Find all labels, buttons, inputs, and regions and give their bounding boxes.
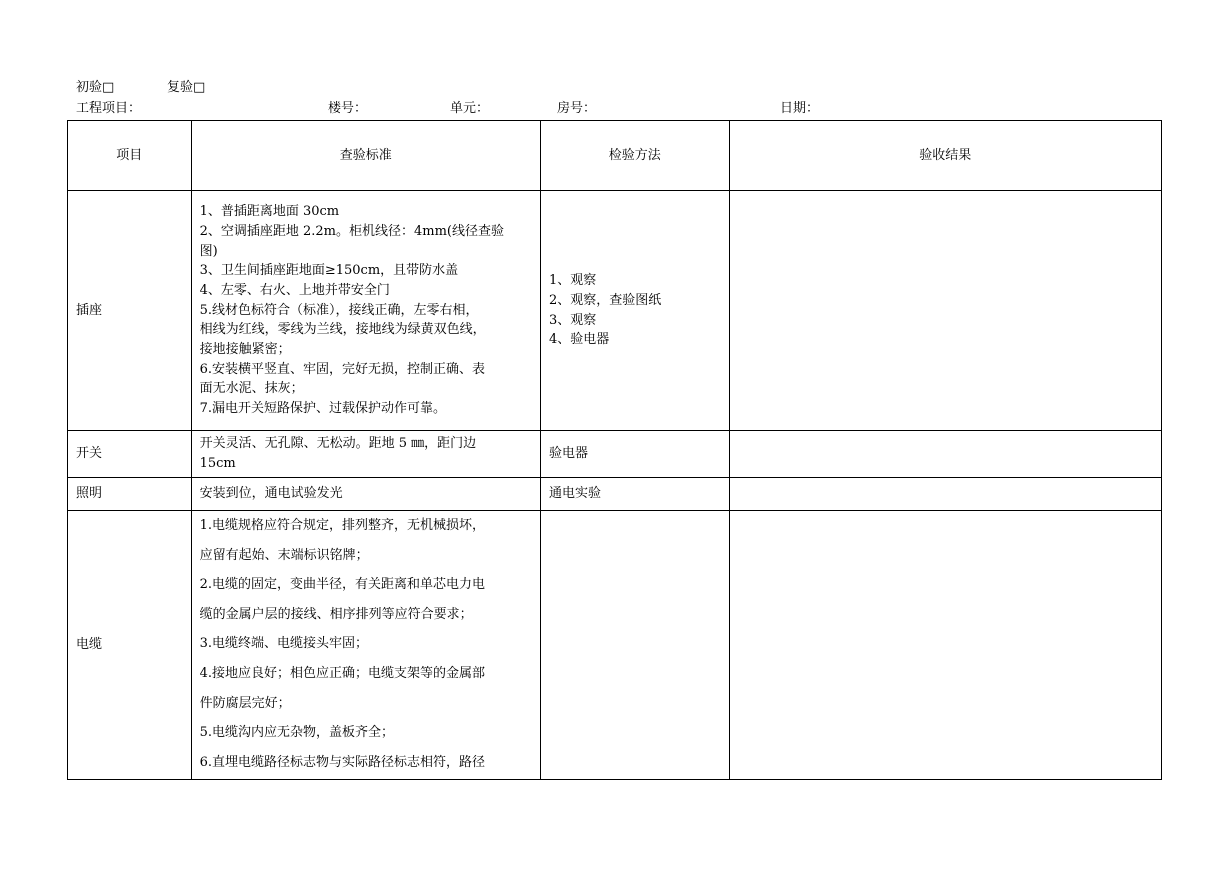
column-header-standard: 查验标准 [191,121,540,191]
standard-line: 5.线材色标符合（标准），接线正确，左零右相， [199,302,479,318]
item-cell: 插座 [68,191,192,431]
table-row-lighting [68,478,1162,511]
method-cell [540,511,729,780]
standard-line: 6.直埋电缆路径标志物与实际路径标志相符，路径 [199,754,485,770]
building-label: 楼号： [328,101,368,116]
standard-line: 缆的金属户层的接线、相序排列等应符合要求； [199,606,473,622]
project-label: 工程项目： [76,101,142,116]
standard-line: 2、空调插座距地 2.2m。柜机线径：4mm(线径查验 [199,223,504,239]
method-line: 4、验电器 [548,332,610,348]
column-header-result: 验收结果 [729,121,1162,191]
standard-line: 开关灵活、无孔隙、无松动。距地 5 ㎜，距门边 [199,436,477,452]
method-line: 1、观察 [548,273,597,289]
standard-line: 6.安装横平竖直、牢固，完好无损，控制正确、表 [199,361,485,377]
table-row-socket [68,191,1162,431]
method-cell [540,191,729,431]
item-cell: 开关 [68,431,192,478]
method-cell: 验电器 [540,431,729,478]
result-cell[interactable] [729,478,1162,511]
standard-cell [191,511,540,780]
standard-cell: 安装到位，通电试验发光 [191,478,540,511]
standard-line: 面无水泥、抹灰； [199,381,304,397]
standard-line: 1、普插距离地面 30cm [199,204,340,220]
inspection-table [67,120,1162,780]
standard-line: 4.接地应良好；相色应正确；电缆支架等的金属部 [199,665,485,681]
standard-line: 应留有起始、末端标识铭牌； [199,547,369,563]
standard-line: 7.漏电开关短路保护、过载保护动作可靠。 [199,401,446,417]
method-line: 3、观察 [548,312,597,328]
standard-cell [191,431,540,478]
first-check-option[interactable]: 初验□ [76,80,115,95]
method-line: 2、观察，查验图纸 [548,292,662,308]
table-row-switch [68,431,1162,478]
table-header-row [68,121,1162,191]
standard-line: 15cm [199,456,236,471]
standard-line: 3.电缆终端、电缆接头牢固； [199,636,368,652]
standard-line: 5.电缆沟内应无杂物，盖板齐全； [199,725,394,741]
standard-line: 相线为红线，零线为兰线，接地线为绿黄双色线， [199,322,486,338]
result-cell[interactable] [729,511,1162,780]
standard-line: 4、左零、右火、上地并带安全门 [199,282,390,298]
room-label: 房号： [557,101,597,116]
result-cell[interactable] [729,431,1162,478]
recheck-option[interactable]: 复验□ [167,80,206,95]
unit-label: 单元： [450,101,490,116]
standard-cell [191,191,540,431]
result-cell[interactable] [729,191,1162,431]
column-header-item: 项目 [68,121,192,191]
column-header-method: 检验方法 [540,121,729,191]
item-cell: 照明 [68,478,192,511]
standard-line: 图) [199,243,218,259]
date-label: 日期： [780,101,820,116]
standard-line: 1.电缆规格应符合规定，排列整齐，无机械损坏， [199,518,485,533]
item-cell: 电缆 [68,511,192,780]
method-cell: 通电实验 [540,478,729,511]
standard-line: 3、卫生间插座距地面≥150cm，且带防水盖 [199,263,459,279]
standard-line: 2.电缆的固定，变曲半径，有关距离和单芯电力电 [199,577,485,593]
standard-line: 件防腐层完好； [199,695,291,711]
table-row-cable [68,511,1162,780]
standard-line: 接地接触紧密； [199,342,291,358]
